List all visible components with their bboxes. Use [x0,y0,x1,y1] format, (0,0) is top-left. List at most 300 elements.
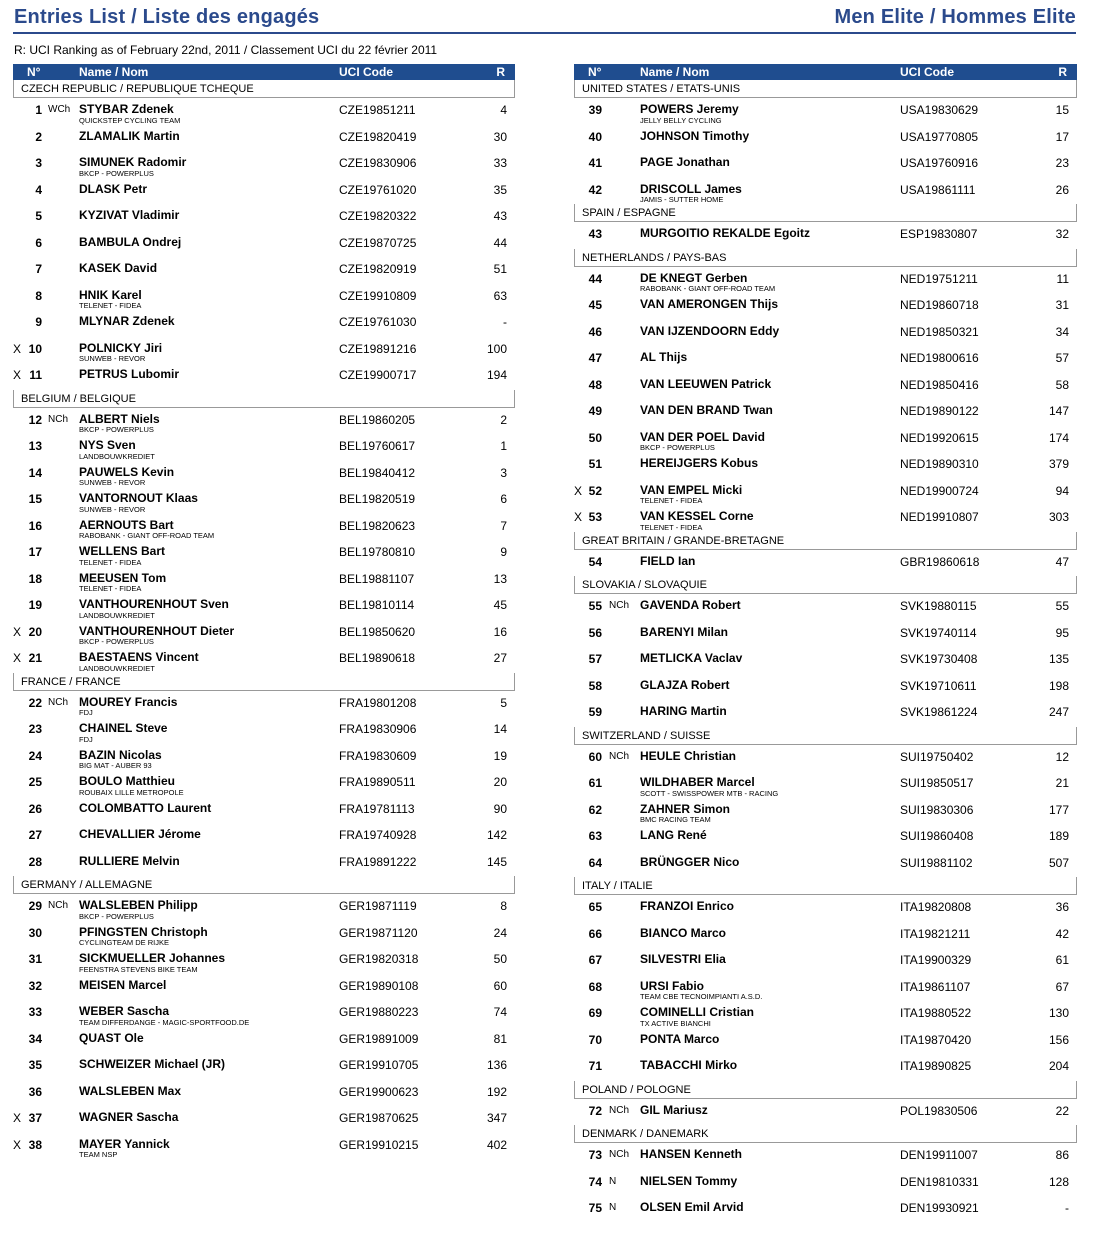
country-header: GREAT BRITAIN / GRANDE-BRETAGNE [574,532,1077,550]
rider-rank: 33 [493,156,507,170]
rider-name: ZLAMALIK Martin [79,128,180,143]
rider-number: 2 [35,129,42,144]
table-row [13,98,515,125]
rider-uci-code: NED19850416 [900,377,979,392]
rider-uci-code: BEL19760617 [339,439,416,453]
header-name: Name / Nom [640,65,710,79]
table-row [574,267,1077,294]
table-row [13,204,515,231]
withdrawn-mark: X [13,1111,22,1125]
table-row [13,178,515,205]
table-row [13,434,515,461]
header-name: Name / Nom [79,65,149,79]
rider-number: 44 [588,271,602,286]
rider-uci-code: ITA19870420 [900,1032,972,1047]
table-row [574,1001,1077,1028]
rider-name: ALBERT Niels [79,411,160,426]
rider-number: 69 [588,1006,602,1020]
rider-uci-code: SUI19860408 [900,829,974,843]
rider-rank: - [1065,1201,1069,1215]
rider-uci-code: NED19890122 [900,404,979,418]
rider-uci-code: USA19830629 [900,103,979,117]
rider-number: 4 [35,182,42,197]
rider-number: 11 [29,368,42,382]
header-uci-code: UCI Code [900,65,954,79]
rider-rank: 30 [493,129,507,144]
rider-uci-code: GER19880223 [339,1005,419,1019]
rider-uci-code: ESP19830807 [900,227,978,241]
rider-name: PFINGSTEN Christoph [79,924,208,939]
rider-team: BKCP - POWERPLUS [79,911,154,921]
rider-uci-code: CZE19761030 [339,315,417,329]
table-header [13,64,515,80]
table-row [574,1028,1077,1055]
rider-name: WELLENS Bart [79,544,166,558]
rider-rank: 47 [1055,554,1069,569]
rider-number: 64 [588,855,602,870]
withdrawn-mark: X [13,624,22,639]
rider-number: 24 [28,748,42,763]
rider-name: BARENYI Milan [640,624,729,639]
table-row [13,567,515,594]
rider-number: 75 [588,1201,602,1215]
rider-number: 32 [28,978,42,993]
table-row [574,922,1077,949]
table-row [574,1054,1077,1081]
rider-team: LANDBOUWKREDIET [79,610,155,620]
withdrawn-mark: X [13,368,22,382]
rider-rank: 177 [1048,802,1069,817]
rider-number: 49 [588,404,602,418]
rider-rank: 204 [1048,1059,1069,1073]
rider-name: VANTORNOUT Klaas [79,491,198,505]
rider-team: FDJ [79,708,93,717]
rider-uci-code: FRA19740928 [339,828,417,842]
rider-uci-code: CZE19761020 [339,182,417,197]
rider-number: 45 [588,298,602,312]
rider-name: WEBER Sascha [79,1004,170,1018]
rider-number: 61 [588,776,602,790]
rider-name: BAESTAENS Vincent [79,650,199,664]
rider-uci-code: CZE19820919 [339,262,417,276]
country-header: SWITZERLAND / SUISSE [574,727,1077,745]
rider-number: 55 [588,599,602,613]
rider-category: NCh [48,696,69,708]
rider-name: COMINELLI Cristian [640,1005,755,1019]
rider-number: 31 [28,952,42,966]
rider-name: GLAJZA Robert [640,677,730,692]
rider-uci-code: NED19890310 [900,457,979,471]
rider-number: 20 [28,624,42,639]
country-header: SLOVAKIA / SLOVAQUIE [574,576,1077,594]
rider-number: 56 [588,625,602,640]
rider-name: PONTA Marco [640,1031,720,1046]
rider-team: SCOTT - SWISSPOWER MTB - RACING [640,788,779,798]
entries-column-left [13,64,515,1159]
rider-rank: 86 [1055,1148,1069,1162]
table-row [574,1170,1077,1197]
rider-team: FEENSTRA STEVENS BIKE TEAM [79,964,198,974]
rider-number: 15 [28,492,42,506]
table-row [13,514,515,541]
rider-rank: 21 [1055,776,1069,790]
rider-name: PAGE Jonathan [640,155,730,169]
rider-name: METLICKA Vaclav [640,651,743,665]
rider-number: 52 [588,483,602,498]
table-row [574,674,1077,701]
rider-name: PAUWELS Kevin [79,464,175,479]
rider-rank: 6 [500,492,507,506]
rider-rank: 100 [486,341,507,356]
rider-rank: 43 [493,209,507,223]
rider-rank: 17 [1055,129,1069,144]
rider-number: 30 [28,925,42,940]
table-row [13,1080,515,1107]
rider-name: AERNOUTS Bart [79,517,174,532]
table-row [574,222,1077,249]
rider-name: VAN DER POEL David [640,429,765,444]
rider-number: 38 [28,1137,42,1152]
rider-uci-code: GER19820318 [339,952,419,966]
page-title: Entries List / Liste des engagés [14,6,320,28]
table-row [13,850,515,877]
rider-rank: 15 [1055,103,1069,117]
country-header: DENMARK / DANEMARK [574,1125,1077,1143]
table-row [13,1106,515,1133]
rider-uci-code: ITA19821211 [900,926,971,941]
country-header: UNITED STATES / ETATS-UNIS [574,80,1077,98]
rider-number: 40 [588,129,602,144]
table-row [574,975,1077,1002]
rider-uci-code: SVK19880115 [900,599,977,613]
rider-rank: 303 [1048,510,1069,524]
rider-name: VANTHOURENHOUT Dieter [79,623,235,638]
rider-rank: 14 [493,722,507,736]
rider-uci-code: USA19770805 [900,129,979,144]
rider-name: JOHNSON Timothy [640,128,750,143]
rider-team: TELENET - FIDEA [79,584,142,593]
rider-number: 42 [588,182,602,197]
rider-uci-code: GER19871120 [339,925,418,940]
rider-team: CYCLINGTEAM DE RIJKE [79,938,170,947]
rider-name: KASEK David [79,261,158,275]
table-row [13,770,515,797]
rider-name: FRANZOI Enrico [640,899,735,913]
rider-rank: 507 [1048,855,1069,870]
rider-uci-code: CZE19820419 [339,129,417,144]
rider-name: BIANCO Marco [640,925,727,940]
rider-uci-code: CZE19851211 [339,103,416,117]
rider-category: NCh [48,413,69,425]
rider-rank: 57 [1055,351,1069,365]
rider-uci-code: FRA19830906 [339,722,417,736]
rider-name: MURGOITIO REKALDE Egoitz [640,226,810,240]
rider-number: 25 [28,775,42,789]
rider-rank: 42 [1055,926,1069,941]
rider-uci-code: BEL19860205 [339,412,416,427]
rider-number: 21 [28,651,42,665]
country-header: NETHERLANDS / PAYS-BAS [574,249,1077,267]
rider-number: 22 [28,695,42,710]
table-row [13,921,515,948]
rider-name: MLYNAR Zdenek [79,314,175,328]
rider-uci-code: NED19900724 [900,483,979,498]
rider-rank: 63 [493,288,507,303]
rider-name: KYZIVAT Vladimir [79,208,180,222]
rider-rank: 128 [1048,1174,1069,1189]
table-row [13,540,515,567]
rider-name: POWERS Jeremy [640,102,739,116]
rider-rank: 27 [493,651,507,665]
rider-uci-code: BEL19820623 [339,518,416,533]
rider-uci-code: SUI19830306 [900,802,974,817]
table-row [574,426,1077,453]
rider-name: DLASK Petr [79,181,148,196]
rider-uci-code: NED19751211 [900,271,978,286]
table-row [13,461,515,488]
rider-rank: 347 [486,1111,507,1125]
rider-number: 47 [588,351,602,365]
rider-rank: 90 [493,801,507,816]
rider-team: TELENET - FIDEA [640,522,703,532]
entries-list-right [574,80,1077,1223]
rider-name: BAMBULA Ondrej [79,234,182,249]
rider-rank: 136 [486,1058,507,1072]
rider-uci-code: NED19860718 [900,298,979,312]
rider-rank: 145 [486,854,507,869]
rider-uci-code: ITA19861107 [900,979,971,994]
rider-rank: 23 [1055,156,1069,170]
rider-uci-code: POL19830506 [900,1103,978,1118]
rider-rank: 5 [500,695,507,710]
rider-team: TELENET - FIDEA [79,557,142,567]
table-row [574,178,1077,205]
table-row [574,320,1077,347]
rider-rank: 1 [500,439,507,453]
rider-uci-code: FRA19801208 [339,695,417,710]
rider-number: 13 [28,439,42,453]
table-row [574,125,1077,152]
table-row [574,479,1077,506]
rider-uci-code: USA19861111 [900,182,976,197]
rider-name: MEISEN Marcel [79,977,167,992]
rider-team: FDJ [79,734,93,744]
rider-number: 23 [28,722,42,736]
rider-number: 54 [588,554,602,569]
table-row [574,550,1077,577]
rider-team: SUNWEB - REVOR [79,504,146,514]
rider-rank: 189 [1048,829,1069,843]
rider-name: NIELSEN Tommy [640,1173,738,1188]
rider-rank: 192 [486,1084,507,1099]
rider-rank: 7 [500,518,507,533]
rider-uci-code: FRA19830609 [339,748,417,763]
rider-name: GIL Mariusz [640,1102,708,1117]
rider-number: 7 [35,262,42,276]
rider-number: 35 [28,1058,42,1072]
rider-team: JELLY BELLY CYCLING [640,115,722,125]
rider-number: 66 [588,926,602,941]
rider-name: VANTHOURENHOUT Sven [79,597,229,611]
rider-number: 65 [588,900,602,914]
rider-name: VAN AMERONGEN Thijs [640,297,779,311]
rider-rank: 51 [493,262,507,276]
rider-uci-code: BEL19810114 [339,598,415,612]
rider-name: LANG René [640,828,707,842]
withdrawn-mark: X [13,341,22,356]
rider-team: TELENET - FIDEA [79,301,142,310]
rider-name: MEEUSEN Tom [79,570,167,585]
table-row [13,310,515,337]
rider-rank: 58 [1055,377,1069,392]
rider-number: 57 [588,652,602,666]
rider-name: CHAINEL Steve [79,721,168,735]
rider-uci-code: DEN19810331 [900,1174,979,1189]
rider-uci-code: GER19871119 [339,899,417,913]
rider-uci-code: ITA19900329 [900,953,972,967]
rider-team: JAMIS - SUTTER HOME [640,195,724,204]
rider-uci-code: GBR19860618 [900,554,980,569]
rider-number: 53 [588,510,602,524]
rider-number: 10 [28,341,42,356]
rider-uci-code: FRA19891222 [339,854,417,869]
entries-column-right [574,64,1077,1223]
rider-rank: 61 [1055,953,1069,967]
rider-number: 6 [35,235,42,250]
rider-rank: 194 [486,368,507,382]
table-header [574,64,1077,80]
rider-rank: 379 [1048,457,1069,471]
country-header: GERMANY / ALLEMAGNE [13,876,515,894]
rider-rank: 135 [1048,652,1069,666]
rider-number: 17 [28,545,42,559]
rider-number: 29 [28,899,42,913]
rider-number: 1 [35,103,42,117]
rider-rank: 2 [500,412,507,427]
header-number: N° [588,65,602,79]
rider-uci-code: DEN19911007 [900,1148,978,1162]
rider-rank: 19 [493,748,507,763]
title-divider [13,32,1076,34]
rider-name: URSI Fabio [640,978,705,993]
table-row [13,363,515,390]
rider-number: 67 [588,953,602,967]
header-rank: R [1058,65,1067,79]
rider-team: TEAM NSP [79,1150,118,1159]
rider-name: WAGNER Sascha [79,1110,179,1124]
table-row [574,98,1077,125]
rider-rank: 55 [1055,599,1069,613]
rider-category: N [609,1202,617,1213]
rider-number: 50 [588,430,602,445]
rider-rank: 130 [1048,1006,1069,1020]
rider-uci-code: BEL19850620 [339,624,416,639]
rider-number: 71 [588,1059,602,1073]
rider-category: NCh [609,750,630,762]
rider-number: 48 [588,377,602,392]
table-row [574,399,1077,426]
rider-rank: 198 [1048,678,1069,693]
rider-number: 12 [28,412,42,427]
rider-rank: 26 [1055,182,1069,197]
rider-number: 14 [28,465,42,480]
rider-rank: 156 [1048,1032,1069,1047]
rider-category: NCh [609,600,630,611]
rider-rank: 16 [493,624,507,639]
rider-name: CHEVALLIER Jérome [79,827,201,841]
rider-name: VAN LEEUWEN Patrick [640,376,772,391]
rider-uci-code: FRA19890511 [339,775,416,789]
table-row [13,125,515,152]
rider-name: COLOMBATTO Laurent [79,800,212,815]
rider-name: STYBAR Zdenek [79,102,174,116]
rider-team: TX ACTIVE BIANCHI [640,1018,711,1028]
rider-name: DRISCOLL James [640,181,742,196]
rider-team: BKCP - POWERPLUS [79,637,154,646]
table-row [574,700,1077,727]
table-row [574,373,1077,400]
table-row [13,823,515,850]
table-row [13,797,515,824]
rider-number: 73 [588,1148,602,1162]
rider-uci-code: SVK19710611 [900,678,977,693]
table-row [13,620,515,647]
rider-uci-code: CZE19910809 [339,288,417,303]
rider-number: 26 [28,801,42,816]
rider-rank: 24 [493,925,507,940]
rider-uci-code: CZE19830906 [339,156,417,170]
rider-rank: 81 [493,1031,507,1046]
rider-name: WALSLEBEN Max [79,1083,182,1098]
rider-rank: 36 [1055,900,1069,914]
rider-rank: 32 [1055,227,1069,241]
table-row [574,895,1077,922]
rider-number: 63 [588,829,602,843]
table-row [574,621,1077,648]
rider-name: FIELD Ian [640,553,696,568]
rider-uci-code: ITA19890825 [900,1059,972,1073]
table-row [574,293,1077,320]
rider-team: BMC RACING TEAM [640,815,711,824]
country-header: ITALY / ITALIE [574,877,1077,895]
table-row [13,646,515,673]
rider-rank: 35 [493,182,507,197]
rider-team: BKCP - POWERPLUS [79,168,154,178]
rider-name: OLSEN Emil Arvid [640,1200,744,1214]
table-row [13,691,515,718]
table-row [13,1053,515,1080]
rider-team: BIG MAT - AUBER 93 [79,761,152,770]
rider-rank: 31 [1055,298,1069,312]
rider-uci-code: SVK19861224 [900,705,978,719]
table-row [574,948,1077,975]
rider-category: NCh [609,1104,630,1116]
rider-uci-code: CZE19900717 [339,368,417,382]
rider-name: BOULO Matthieu [79,774,175,788]
rider-uci-code: FRA19781113 [339,801,415,816]
header-rank: R [496,65,505,79]
rider-rank: 34 [1055,324,1069,339]
rider-number: 19 [28,598,42,612]
rider-uci-code: USA19760916 [900,156,979,170]
rider-number: 28 [28,854,42,869]
table-row [574,346,1077,373]
rider-uci-code: CZE19870725 [339,235,417,250]
table-row [13,408,515,435]
rider-number: 33 [28,1005,42,1019]
rider-number: 18 [28,571,42,586]
rider-rank: 3 [500,465,507,480]
